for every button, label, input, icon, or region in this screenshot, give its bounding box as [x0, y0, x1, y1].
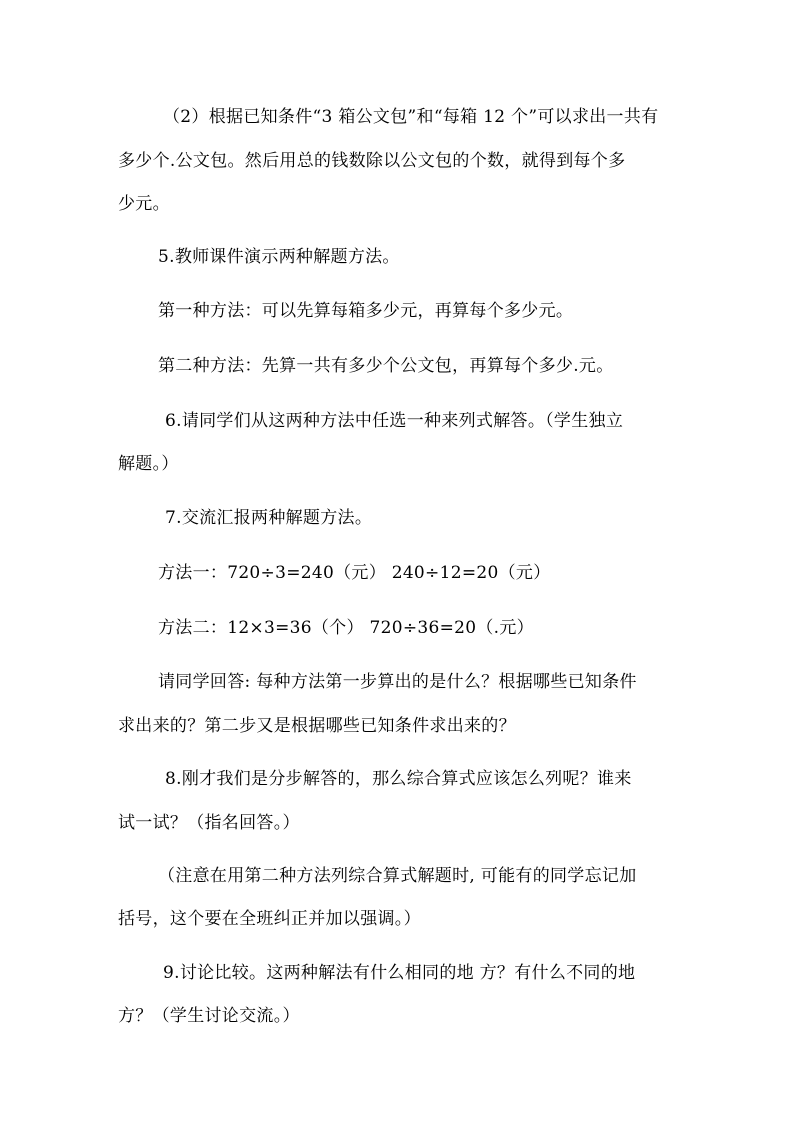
paragraph-2-line-1: （2）根据已知条件“3 箱公文包”和“每箱 12 个”可以求出一共有 [163, 107, 659, 127]
method-2-description: 第二种方法：先算一共有多少个公文包，再算每个多少.元。 [158, 356, 614, 376]
step-9-line-1: 9.讨论比较。这两种解法有什么相同的地 方？有什么不同的地 [163, 963, 636, 983]
step-6-line-1: 6.请同学们从这两种方法中任选一种来列式解答。（学生独立 [165, 411, 624, 431]
paragraph-2-line-2: 多少个.公文包。然后用总的钱数除以公文包的个数，就得到每个多 [118, 151, 626, 171]
step-7-heading: 7.交流汇报两种解题方法。 [165, 508, 373, 528]
note-line-1: （注意在用第二种方法列综合算式解题时, 可能有的同学忘记加 [158, 866, 637, 886]
step-8-line-2: 试一试？（指名回答。） [118, 813, 300, 833]
method-2-calculation: 方法二：12×3=36（个） 720÷36=20（.元） [158, 618, 534, 638]
method-1-description: 第一种方法：可以先算每箱多少元，再算每个多少元。 [158, 301, 574, 321]
step-6-line-2: 解题。） [118, 454, 179, 474]
method-1-calculation: 方法一：720÷3=240（元） 240÷12=20（元） [158, 563, 551, 583]
question-line-1: 请同学回答: 每种方法第一步算出的是什么？根据哪些已知条件 [158, 672, 637, 692]
step-9-line-2: 方？（学生讨论交流。） [118, 1006, 300, 1026]
note-line-2: 括号，这个要在全班纠正并加以强调。） [118, 909, 421, 929]
step-8-line-1: 8.刚才我们是分步解答的，那么综合算式应该怎么列呢？谁来 [165, 769, 632, 789]
paragraph-2-line-3: 少元。 [118, 194, 170, 214]
question-line-2: 求出来的？第二步又是根据哪些已知条件求出来的？ [118, 716, 516, 736]
step-5-heading: 5.教师课件演示两种解题方法。 [158, 247, 400, 267]
